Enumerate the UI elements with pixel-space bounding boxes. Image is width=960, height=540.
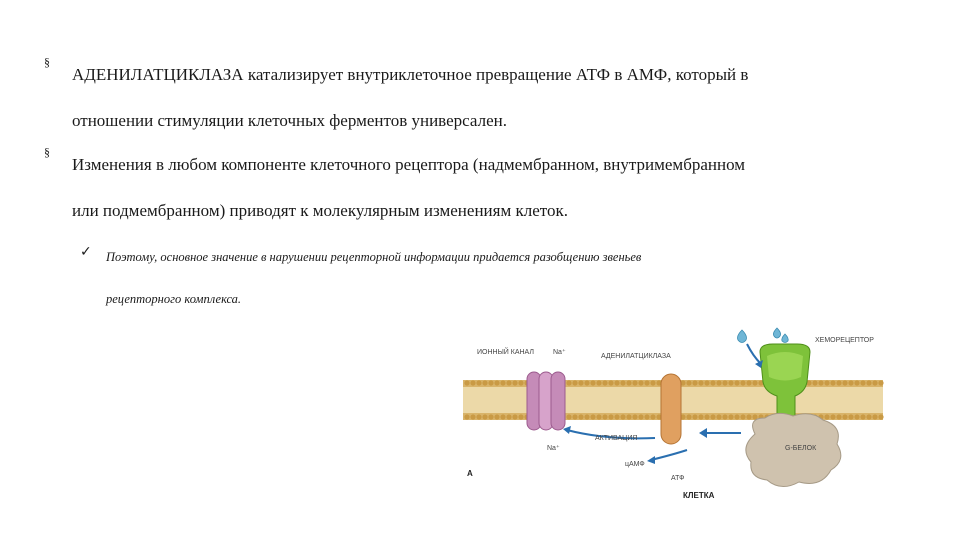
sodium-label-bottom: Na⁺ <box>547 445 560 452</box>
atp-label: АТФ <box>671 475 685 482</box>
bullet-2-line-2: или подмембранном) приводят к молекулярным изменениям клеток. <box>72 201 568 220</box>
g-protein-label: G-БЕЛОК <box>785 445 817 452</box>
camp-label: цАМФ <box>625 461 645 468</box>
checkmark-icon: ✓ <box>80 244 92 260</box>
sodium-label-top: Na⁺ <box>553 349 566 356</box>
bullet-1-line-2: отношении стимуляции клеточных ферментов универсален. <box>72 111 507 130</box>
panel-label: А <box>467 469 473 478</box>
receptor-diagram <box>455 322 895 512</box>
ion-channel-label: ИОННЫЙ КАНАЛ <box>477 349 534 356</box>
chemoreceptor-label: ХЕМОРЕЦЕПТОР <box>815 337 874 344</box>
ion-channel <box>527 372 565 430</box>
sub-bullet-line-2: рецепторного комплекса. <box>106 292 242 306</box>
bullet-2-line-1: Изменения в любом компоненте клеточного рецептора (надмембранном, внутримембранном <box>72 155 746 174</box>
bullet-marker: § <box>44 55 50 69</box>
sub-bullet-line-1: Поэтому, основное значение в нарушении рецепторной информации придается разобщению звеньев <box>106 250 642 264</box>
activation-label: АКТИВАЦИЯ <box>595 435 638 442</box>
ligand-molecules <box>738 328 789 343</box>
adenylate-cyclase <box>661 374 681 444</box>
cell-label: КЛЕТКА <box>683 491 715 500</box>
bullet-1-line-1: АДЕНИЛАТЦИКЛАЗА катализирует внутриклеточное превращение АТФ в АМФ, который в <box>72 65 749 84</box>
adenylate-cyclase-label: АДЕНИЛАТЦИКЛАЗА <box>601 353 671 360</box>
bullet-marker: § <box>44 145 50 159</box>
